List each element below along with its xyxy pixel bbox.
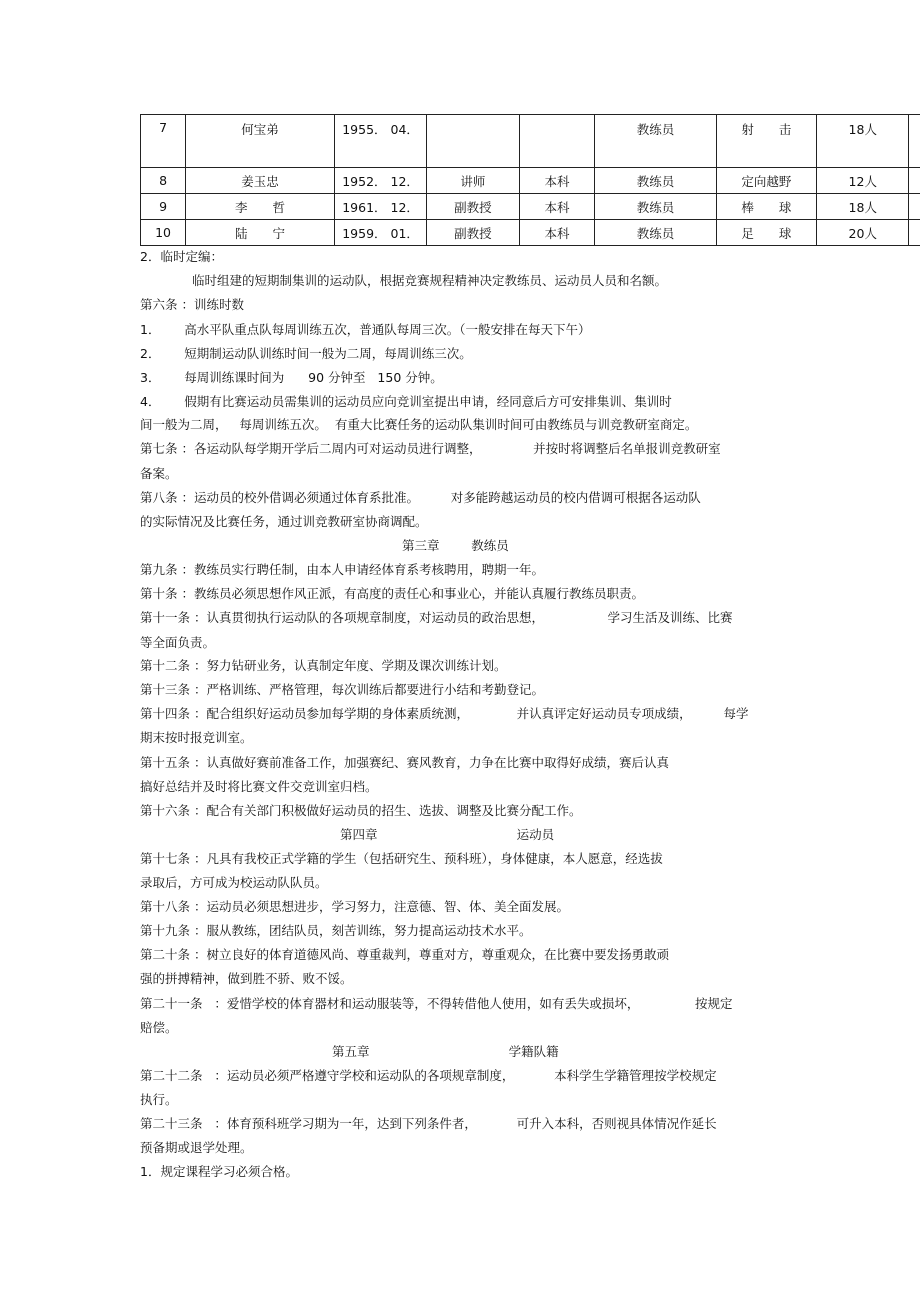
table-cell-role: 教练员 xyxy=(595,168,716,194)
text-line: 第十四条 ：配合组织好运动员参加每学期的身体素质统测， 并认真评定好运动员专项成绩， 每学 xyxy=(140,706,749,721)
table-cell-count: 18人 xyxy=(817,115,909,168)
text-line: 1． 高水平队重点队每周训练五次，普通队每周三次。（一般安排在每天下午） xyxy=(140,322,591,337)
text-line: 第十三条 ：严格训练、严格管理，每次训练后都要进行小结和考勤登记。 xyxy=(140,682,544,697)
table-cell-name: 姜玉忠 xyxy=(186,168,335,194)
table-cell-edu: 本科 xyxy=(519,194,595,220)
table-cell-birth: 1961． 12． xyxy=(334,194,426,220)
coach-roster-table xyxy=(140,114,920,246)
table-cell-sport: 棒 球 xyxy=(716,194,817,220)
table-cell-extra xyxy=(909,115,920,168)
table-row xyxy=(141,168,920,194)
text-line: 4． 假期有比赛运动员需集训的运动员应向竞训室提出申请，经同意后方可安排集训、集训时 xyxy=(140,394,672,409)
table-cell-count: 12人 xyxy=(817,168,909,194)
text-line: 预备期或退学处理。 xyxy=(140,1140,253,1155)
text-line: 第五章 学籍队籍 xyxy=(332,1044,559,1059)
text-line: 录取后，方可成为校运动队队员。 xyxy=(140,875,328,890)
table-cell-no: 8 xyxy=(141,168,186,194)
table-cell-birth: 1955． 04． xyxy=(334,115,426,168)
text-line: 2． 短期制运动队训练时间一般为二周，每周训练三次。 xyxy=(140,346,472,361)
text-line: 第二十一条 ：爱惜学校的体育器材和运动服装等，不得转借他人使用，如有丢失或损坏， 按规定 xyxy=(140,996,733,1011)
table-cell-name: 李 哲 xyxy=(186,194,335,220)
table-cell-count: 18人 xyxy=(817,194,909,220)
table-row xyxy=(141,194,920,220)
table-cell-role: 教练员 xyxy=(595,115,716,168)
table-cell-role: 教练员 xyxy=(595,220,716,246)
text-line: 第三章 教练员 xyxy=(402,538,509,553)
text-line: 间一般为二周， 每周训练五次。 有重大比赛任务的运动队集训时间可由教练员与训竞教研室商定。 xyxy=(140,417,698,432)
text-line: 期末按时报竞训室。 xyxy=(140,730,253,745)
text-line: 第二十条 ：树立良好的体育道德风尚、尊重裁判，尊重对方，尊重观众，在比赛中要发扬勇敢顽 xyxy=(140,947,669,962)
table-cell-edu xyxy=(519,115,595,168)
text-line: 第十九条 ：服从教练，团结队员，刻苦训练，努力提高运动技术水平。 xyxy=(140,923,532,938)
text-line: 第七条 ：各运动队每学期开学后二周内可对运动员进行调整， 并按时将调整后名单报训竞教研室 xyxy=(140,441,721,456)
text-line: 2．临时定编： xyxy=(140,249,223,264)
table-cell-no: 10 xyxy=(141,220,186,246)
table-cell-no: 9 xyxy=(141,194,186,220)
text-line: 第十七条 ：凡具有我校正式学籍的学生（包括研究生、预科班），身体健康，本人愿意，经选拔 xyxy=(140,851,663,866)
table-cell-extra xyxy=(909,220,920,246)
text-line: 1．规定课程学习必须合格。 xyxy=(140,1164,298,1179)
table-row xyxy=(141,220,920,246)
table-cell-sport: 足 球 xyxy=(716,220,817,246)
text-line: 第四章 运动员 xyxy=(340,827,555,842)
text-line: 第二十三条 ：体育预科班学习期为一年，达到下列条件者， 可升入本科，否则视具体情况作延长 xyxy=(140,1116,717,1131)
text-line: 临时组建的短期制集训的运动队，根据竞赛规程精神决定教练员、运动员人员和名额。 xyxy=(192,273,668,288)
text-line: 强的拼搏精神，做到胜不骄、败不馁。 xyxy=(140,971,353,986)
table-cell-extra xyxy=(909,194,920,220)
text-line: 第十五条 ：认真做好赛前准备工作，加强赛纪、赛风教育，力争在比赛中取得好成绩，赛后认真 xyxy=(140,755,669,770)
table-cell-sport: 定向越野 xyxy=(716,168,817,194)
text-line: 第十一条 ：认真贯彻执行运动队的各项规章制度，对运动员的政治思想， 学习生活及训练、比赛 xyxy=(140,610,733,625)
text-line: 第十八条 ：运动员必须思想进步，学习努力，注意德、智、体、美全面发展。 xyxy=(140,899,569,914)
table-cell-name: 陆 宁 xyxy=(186,220,335,246)
text-line: 备案。 xyxy=(140,466,178,481)
table-cell-no: 7 xyxy=(141,115,186,168)
text-line: 3． 每周训练课时间为 90 分钟至 150 分钟。 xyxy=(140,370,443,385)
table-cell-edu: 本科 xyxy=(519,168,595,194)
text-line: 等全面负责。 xyxy=(140,635,216,650)
table-cell-count: 20人 xyxy=(817,220,909,246)
table-cell-name: 何宝弟 xyxy=(186,115,335,168)
table-cell-title: 副教授 xyxy=(427,194,519,220)
text-line: 第十二条 ：努力钻研业务，认真制定年度、学期及课次训练计划。 xyxy=(140,658,507,673)
table-cell-edu: 本科 xyxy=(519,220,595,246)
table-cell-title: 讲师 xyxy=(427,168,519,194)
table-cell-role: 教练员 xyxy=(595,194,716,220)
text-line: 搞好总结并及时将比赛文件交竞训室归档。 xyxy=(140,779,378,794)
text-line: 第六条 ：训练时数 xyxy=(140,297,244,312)
text-line: 执行。 xyxy=(140,1092,178,1107)
table-cell-title xyxy=(427,115,519,168)
text-line: 第十条 ：教练员必须思想作风正派，有高度的责任心和事业心，并能认真履行教练员职责。 xyxy=(140,586,644,601)
text-line: 第十六条 ：配合有关部门积极做好运动员的招生、选拔、调整及比赛分配工作。 xyxy=(140,803,582,818)
text-line: 第八条 ：运动员的校外借调必须通过体育系批准。 对多能跨越运动员的校内借调可根据各运动队 xyxy=(140,490,701,505)
table-cell-birth: 1959． 01． xyxy=(334,220,426,246)
table-cell-sport: 射 击 xyxy=(716,115,817,168)
table-row xyxy=(141,115,920,168)
text-line: 第九条 ：教练员实行聘任制，由本人申请经体育系考核聘用，聘期一年。 xyxy=(140,562,544,577)
text-line: 的实际情况及比赛任务，通过训竞教研室协商调配。 xyxy=(140,514,428,529)
text-line: 赔偿。 xyxy=(140,1020,178,1035)
table-cell-birth: 1952． 12． xyxy=(334,168,426,194)
text-line: 第二十二条 ：运动员必须严格遵守学校和运动队的各项规章制度， 本科学生学籍管理按学校规定 xyxy=(140,1068,717,1083)
table-cell-extra xyxy=(909,168,920,194)
table-cell-title: 副教授 xyxy=(427,220,519,246)
